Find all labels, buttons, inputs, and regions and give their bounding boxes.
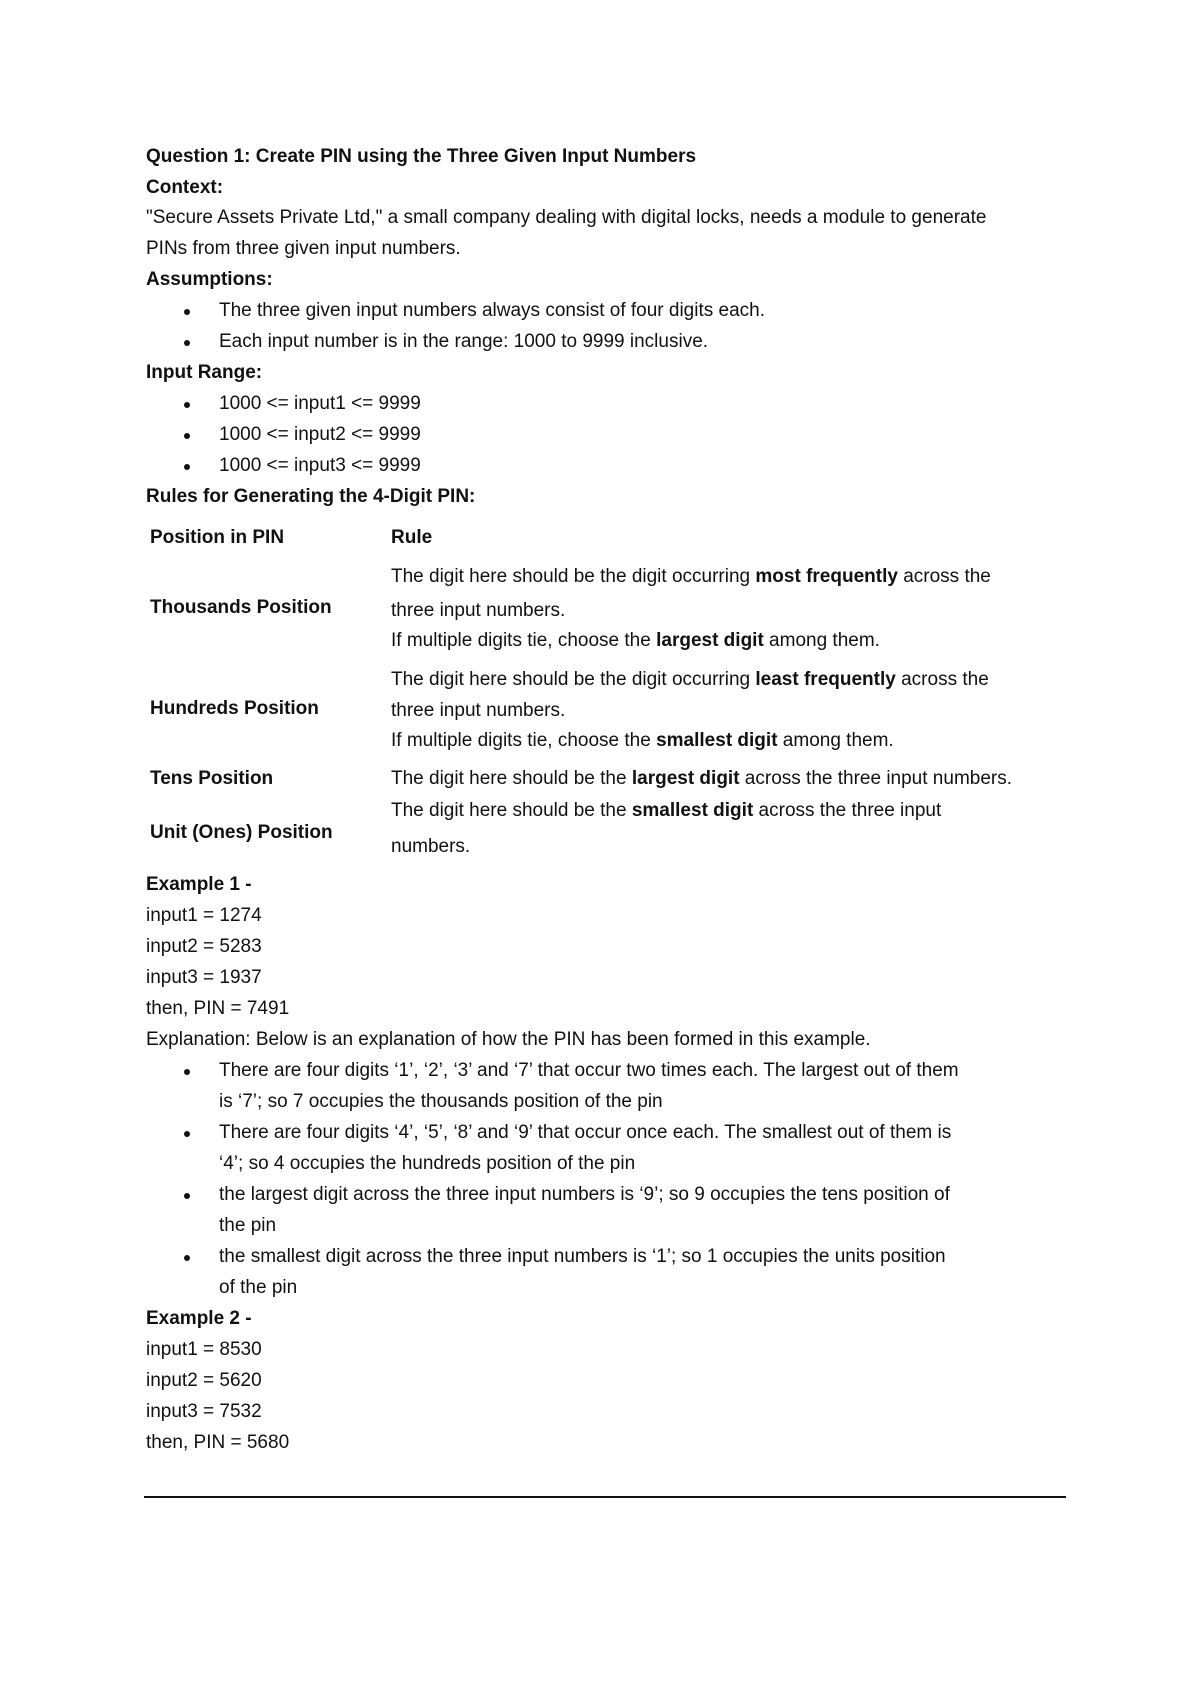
bullet-icon <box>184 433 190 439</box>
context-heading: Context: <box>146 177 224 198</box>
example-2-input3: input3 = 7532 <box>146 1401 262 1422</box>
bullet-icon <box>184 464 190 470</box>
table-cell-rule: The digit here should be the largest digit across the three input numbers. <box>391 768 1013 789</box>
example-1-input1: input1 = 1274 <box>146 905 262 926</box>
example-1-input2: input2 = 5283 <box>146 936 262 957</box>
table-cell-position: Hundreds Position <box>150 698 319 719</box>
bullet-icon <box>184 402 190 408</box>
table-header-rule: Rule <box>391 527 433 548</box>
assumptions-heading: Assumptions: <box>146 269 273 290</box>
table-cell-rule: three input numbers. <box>391 600 566 621</box>
context-text-line-2: PINs from three given input numbers. <box>146 238 461 259</box>
horizontal-divider <box>144 1496 1066 1498</box>
example-1-heading: Example 1 - <box>146 874 252 895</box>
table-cell-rule: The digit here should be the digit occurring most frequently across the <box>391 566 991 587</box>
rules-heading: Rules for Generating the 4-Digit PIN: <box>146 486 476 507</box>
example-2-input2: input2 = 5620 <box>146 1370 262 1391</box>
table-cell-position: Tens Position <box>150 768 274 789</box>
example-1-input3: input3 = 1937 <box>146 967 262 988</box>
example-2-input1: input1 = 8530 <box>146 1339 262 1360</box>
table-cell-position: Thousands Position <box>150 597 332 618</box>
bullet-icon <box>184 1131 190 1137</box>
table-cell-rule: three input numbers. <box>391 700 566 721</box>
bullet-icon <box>184 309 190 315</box>
table-cell-position: Unit (Ones) Position <box>150 822 333 843</box>
table-cell-rule: If multiple digits tie, choose the smallest digit among them. <box>391 730 894 751</box>
bullet-icon <box>184 1193 190 1199</box>
table-cell-rule: The digit here should be the smallest digit across the three input <box>391 800 942 821</box>
bullet-icon <box>184 1255 190 1261</box>
example-2-pin: then, PIN = 5680 <box>146 1432 290 1453</box>
example-1-pin: then, PIN = 7491 <box>146 998 290 1019</box>
example-1-explanation: Explanation: Below is an explanation of how the PIN has been formed in this example. <box>146 1029 871 1050</box>
table-cell-rule: The digit here should be the digit occurring least frequently across the <box>391 669 989 690</box>
table-header-position: Position in PIN <box>150 527 285 548</box>
question-title: Question 1: Create PIN using the Three Given Input Numbers <box>146 146 697 167</box>
bullet-icon <box>184 1069 190 1075</box>
table-cell-rule: If multiple digits tie, choose the largest digit among them. <box>391 630 880 651</box>
bullet-icon <box>184 340 190 346</box>
input-range-heading: Input Range: <box>146 362 263 383</box>
example-2-heading: Example 2 - <box>146 1308 252 1329</box>
context-text-line-1: "Secure Assets Private Ltd," a small company dealing with digital locks, needs a module to generate <box>146 207 987 228</box>
table-cell-rule: numbers. <box>391 836 471 857</box>
